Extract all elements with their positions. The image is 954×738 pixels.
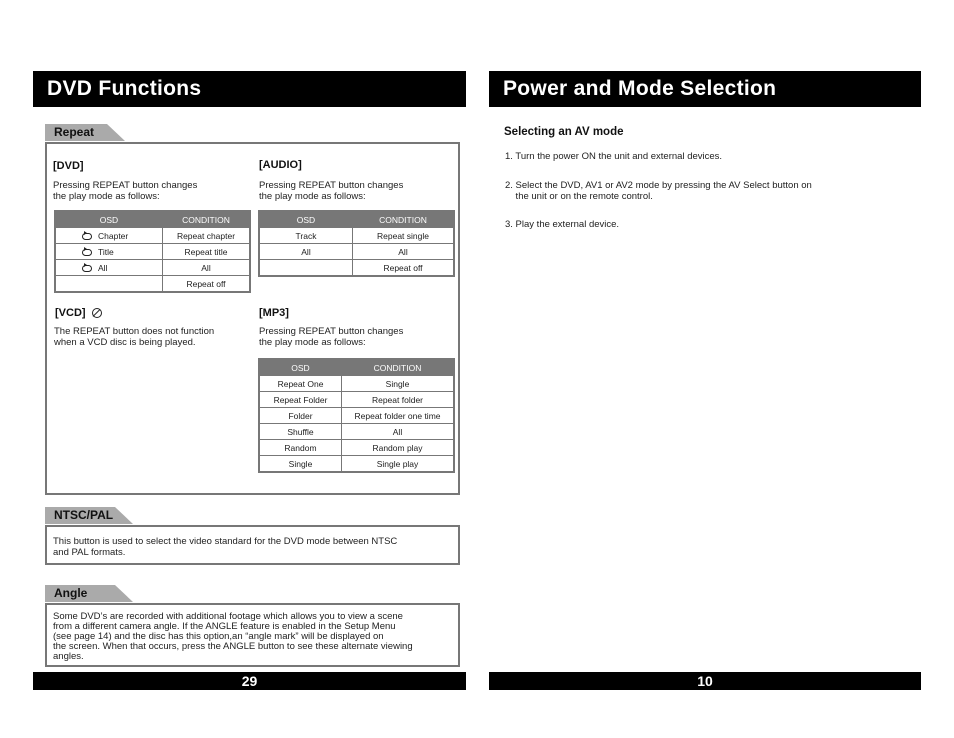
- audio-text: Pressing REPEAT button changes the play mode as follows:: [259, 180, 404, 202]
- table-row: [259, 244, 454, 260]
- mp3-heading: [MP3]: [259, 307, 289, 319]
- prohibited-icon: [92, 308, 102, 318]
- vcd-heading: [VCD]: [55, 307, 86, 319]
- right-page-number: 10: [697, 673, 713, 689]
- table-row: [259, 408, 454, 424]
- audio-table: [258, 210, 455, 277]
- dvd-condition-off: Repeat off: [163, 276, 251, 293]
- mp3-osd-cell: Random: [259, 440, 342, 456]
- dvd-osd-cell: [55, 244, 163, 260]
- mp3-osd-cell: Repeat Folder: [259, 392, 342, 408]
- vcd-heading-wrap: [55, 307, 102, 319]
- audio-col-condition: CONDITION: [353, 211, 455, 228]
- ntsc-tab: NTSC/PAL: [45, 507, 115, 524]
- table-row: [259, 424, 454, 440]
- dvd-heading: [DVD]: [53, 160, 84, 172]
- mp3-condition-cell: Random play: [342, 440, 455, 456]
- table-row: [55, 260, 250, 276]
- dvd-osd-all: All: [98, 262, 108, 273]
- dvd-condition-title: Repeat title: [163, 244, 251, 260]
- table-row: [259, 440, 454, 456]
- right-page-header: [489, 71, 921, 107]
- left-page-number: 29: [241, 673, 258, 689]
- dvd-condition-all: All: [163, 260, 251, 276]
- mp3-text: Pressing REPEAT button changes the play mode as follows:: [259, 326, 404, 348]
- table-row: [259, 228, 454, 244]
- audio-condition-single: Repeat single: [353, 228, 455, 244]
- mp3-col-condition: CONDITION: [342, 359, 455, 376]
- dvd-osd-title: Title: [98, 246, 114, 257]
- table-row: [259, 456, 454, 473]
- av-step-2: 2. Select the DVD, AV1 or AV2 mode by pressing the AV Select button on the unit or on the remote control.: [505, 180, 812, 202]
- mp3-condition-cell: All: [342, 424, 455, 440]
- audio-osd-all: All: [259, 244, 353, 260]
- dvd-col-osd: OSD: [55, 211, 163, 228]
- repeat-icon: [82, 233, 92, 240]
- audio-col-osd: OSD: [259, 211, 353, 228]
- mp3-col-osd: OSD: [259, 359, 342, 376]
- mp3-osd-cell: Shuffle: [259, 424, 342, 440]
- dvd-osd-chapter: Chapter: [98, 230, 129, 241]
- angle-tab: Angle: [45, 585, 115, 602]
- table-row: [55, 228, 250, 244]
- mp3-table: [258, 358, 455, 473]
- audio-osd-track: Track: [259, 228, 353, 244]
- repeat-icon: [82, 249, 92, 256]
- angle-text: Some DVD’s are recorded with additional footage which allows you to view a scene from a different camera angle. If the ANGLE feature is enabled in the Setup Menu (see page 14) and the disc has this option,an “angle mark” will be displayed on the screen. When that occurs, press the ANGLE button to see these alternate viewing angles.: [53, 611, 413, 662]
- vcd-text: The REPEAT button does not function when a VCD disc is being played.: [54, 326, 215, 348]
- av-step-1: 1. Turn the power ON the unit and external devices.: [505, 151, 723, 162]
- dvd-osd-cell: [55, 260, 163, 276]
- table-row: [259, 376, 454, 392]
- ntsc-text: This button is used to select the video standard for the DVD mode between NTSC and PAL formats.: [53, 536, 398, 558]
- table-row: [55, 276, 250, 293]
- left-page-footer: [33, 672, 466, 690]
- mp3-condition-cell: Repeat folder: [342, 392, 455, 408]
- table-row: [259, 392, 454, 408]
- mp3-osd-cell: Single: [259, 456, 342, 473]
- dvd-osd-empty: [55, 276, 163, 293]
- right-page-footer: [489, 672, 921, 690]
- audio-condition-off: Repeat off: [353, 260, 455, 277]
- dvd-osd-cell: [55, 228, 163, 244]
- mp3-condition-cell: Single: [342, 376, 455, 392]
- audio-heading: [AUDIO]: [259, 159, 302, 171]
- left-page-header: [33, 71, 466, 107]
- repeat-tab: Repeat: [45, 124, 107, 141]
- left-page-title: DVD Functions: [47, 77, 202, 100]
- mp3-osd-cell: Repeat One: [259, 376, 342, 392]
- repeat-icon: [82, 265, 92, 272]
- mp3-condition-cell: Repeat folder one time: [342, 408, 455, 424]
- av-step-3: 3. Play the external device.: [505, 219, 620, 230]
- dvd-col-condition: CONDITION: [163, 211, 251, 228]
- table-row: [55, 244, 250, 260]
- table-row: [259, 260, 454, 277]
- dvd-condition-chapter: Repeat chapter: [163, 228, 251, 244]
- dvd-text: Pressing REPEAT button changes the play mode as follows:: [53, 180, 198, 202]
- right-page-title: Power and Mode Selection: [503, 77, 777, 100]
- audio-condition-all: All: [353, 244, 455, 260]
- mp3-condition-cell: Single play: [342, 456, 455, 473]
- av-mode-subheading: Selecting an AV mode: [504, 126, 624, 138]
- audio-osd-empty: [259, 260, 353, 277]
- mp3-osd-cell: Folder: [259, 408, 342, 424]
- dvd-table: [54, 210, 251, 293]
